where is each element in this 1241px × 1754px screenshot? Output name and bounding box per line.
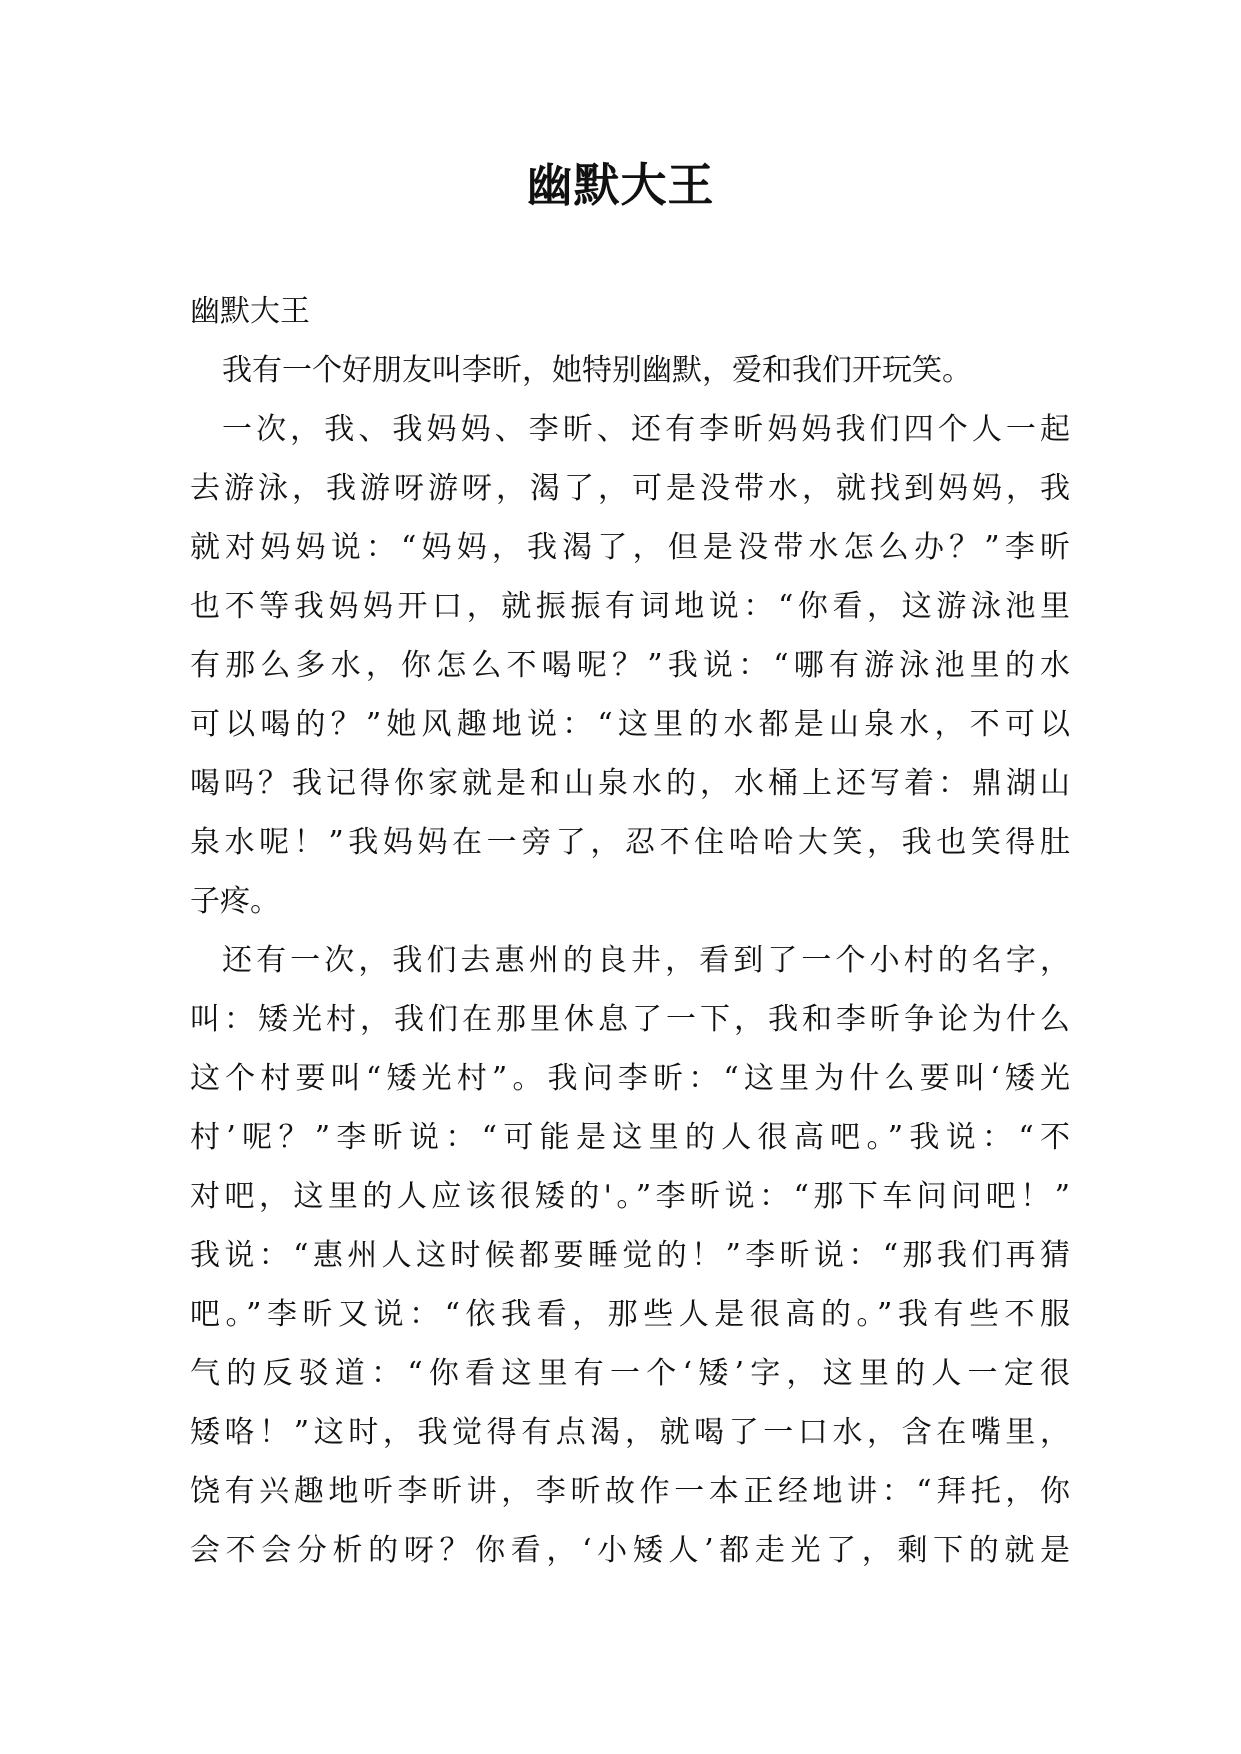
paragraph-line: 子疼。 xyxy=(190,884,280,919)
paragraph-line: 还有一次，我们去惠州的良井，看到了一个小村的名字， xyxy=(222,943,1070,978)
paragraph-line: 吧。”李昕又说：“依我看，那些人是很高的。”我有些不服 xyxy=(190,1297,1070,1332)
paragraph-line: 泉水呢！”我妈妈在一旁了，忍不住哈哈大笑，我也笑得肚 xyxy=(190,825,1070,860)
paragraph-line: 这个村要叫“矮光村”。我问李昕：“这里为什么要叫‘矮光 xyxy=(190,1061,1070,1096)
document-title: 幽默大王 xyxy=(526,158,715,212)
paragraph-line: 对吧，这里的人应该很矮的'。”李昕说：“那下车问问吧！” xyxy=(190,1179,1070,1214)
paragraph-line: 去游泳，我游呀游呀，渴了，可是没带水，就找到妈妈，我 xyxy=(190,471,1070,506)
paragraph-line: 饶有兴趣地听李昕讲，李昕故作一本正经地讲：“拜托，你 xyxy=(190,1474,1070,1509)
paragraph-line: 矮咯！”这时，我觉得有点渴，就喝了一口水，含在嘴里， xyxy=(190,1415,1070,1450)
paragraph-line: 一次，我、我妈妈、李昕、还有李昕妈妈我们四个人一起 xyxy=(222,412,1070,447)
paragraph-line: 气的反驳道：“你看这里有一个‘矮’字，这里的人一定很 xyxy=(190,1356,1070,1391)
paragraph-line: 我说：“惠州人这时候都要睡觉的！”李昕说：“那我们再猜 xyxy=(190,1238,1070,1273)
paragraph-line: 就对妈妈说：“妈妈，我渴了，但是没带水怎么办？”李昕 xyxy=(190,530,1070,565)
subtitle-line: 幽默大王 xyxy=(190,294,310,329)
paragraph-line: 叫：矮光村，我们在那里休息了一下，我和李昕争论为什么 xyxy=(190,1002,1070,1037)
paragraph-line: 村’呢？”李昕说：“可能是这里的人很高吧。”我说：“不 xyxy=(190,1120,1070,1155)
paragraph-line: 也不等我妈妈开口，就振振有词地说：“你看，这游泳池里 xyxy=(190,589,1070,624)
document-body xyxy=(190,282,1070,1580)
paragraph-line: 我有一个好朋友叫李昕，她特别幽默，爱和我们开玩笑。 xyxy=(222,353,972,388)
paragraph-line: 喝吗？我记得你家就是和山泉水的，水桶上还写着：鼎湖山 xyxy=(190,766,1070,801)
paragraph-line: 可以喝的？”她风趣地说：“这里的水都是山泉水，不可以 xyxy=(190,707,1070,742)
paragraph-line: 会不会分析的呀？你看，‘小矮人’都走光了，剩下的就是 xyxy=(190,1533,1070,1568)
paragraph-line: 有那么多水，你怎么不喝呢？”我说：“哪有游泳池里的水 xyxy=(190,648,1070,683)
